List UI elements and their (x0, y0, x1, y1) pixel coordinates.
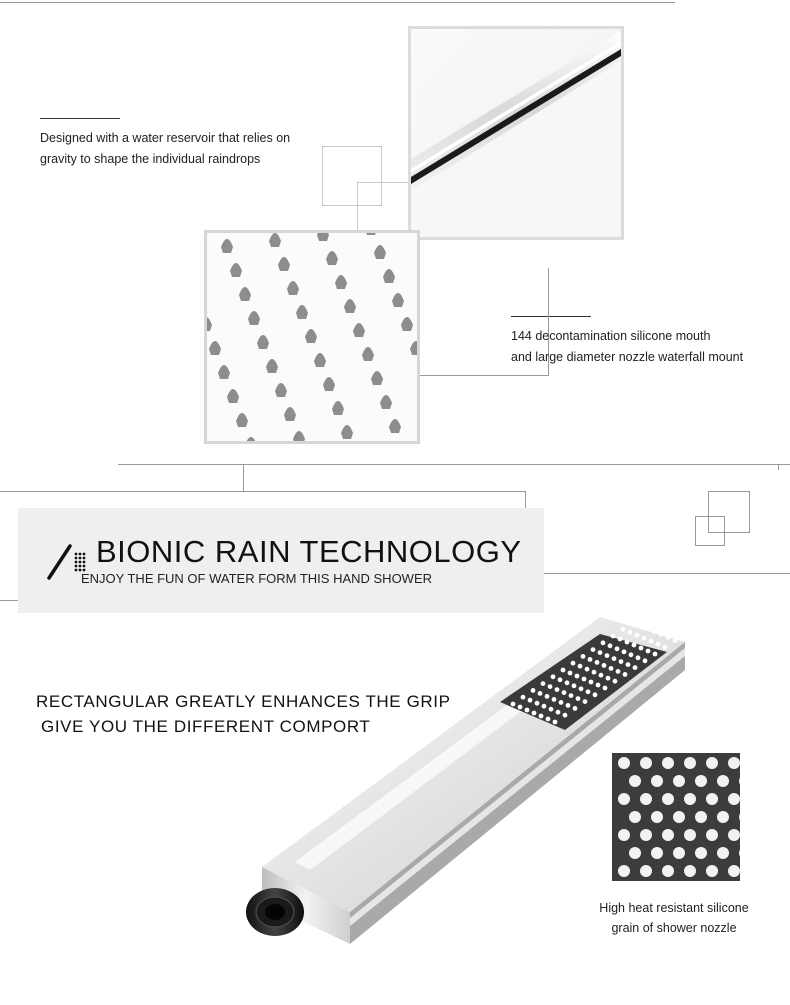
grain-dot (618, 757, 630, 769)
plate-nozzle-dot (569, 693, 574, 698)
plate-nozzle-dot (649, 639, 654, 644)
plate-nozzle-dot (511, 702, 516, 707)
plate-nozzle-dot (538, 691, 543, 696)
plate-nozzle-dot (646, 649, 651, 654)
plate-nozzle-dot (612, 656, 617, 661)
plate-nozzle-dot (532, 711, 537, 716)
grain-dot (640, 793, 652, 805)
plate-nozzle-dot (556, 710, 561, 715)
grip-line2: GIVE YOU THE DIFFERENT COMPORT (41, 717, 371, 736)
grain-dot (684, 793, 696, 805)
plate-nozzle-dot (633, 665, 638, 670)
plate-nozzle-dot (552, 697, 557, 702)
plate-nozzle-dot (553, 720, 558, 725)
banner-title: BIONIC RAIN TECHNOLOGY (96, 534, 522, 569)
grain-dot (717, 775, 729, 787)
plate-nozzle-dot (648, 616, 653, 621)
grain-dot (684, 865, 696, 877)
chrome-edge-photo (408, 26, 624, 240)
plate-nozzle-dot (635, 633, 640, 638)
plate-nozzle-dot (636, 655, 641, 660)
plate-nozzle-dot (632, 643, 637, 648)
grain-dot (728, 865, 740, 877)
banner-top-rule (0, 491, 526, 492)
plate-nozzle-dot (581, 654, 586, 659)
plate-nozzle-dot (601, 640, 606, 645)
mid-rule-tick (778, 464, 779, 470)
plate-nozzle-dot (591, 647, 596, 652)
plate-nozzle-dot (662, 622, 667, 627)
plate-nozzle-dot (542, 704, 547, 709)
grain-dot (695, 847, 707, 859)
plate-nozzle-dot (622, 649, 627, 654)
plate-nozzle-dot (603, 686, 608, 691)
plate-nozzle-dot (579, 686, 584, 691)
plate-nozzle-dot (546, 717, 551, 722)
grain-dot (662, 793, 674, 805)
grain-dot (695, 775, 707, 787)
grain-dot (728, 757, 740, 769)
plate-nozzle-dot (642, 636, 647, 641)
plate-nozzle-dot (521, 695, 526, 700)
plate-nozzle-dot (623, 672, 628, 677)
plate-nozzle-dot (593, 692, 598, 697)
plate-nozzle-dot (641, 613, 646, 618)
silicone-caption-line1: High heat resistant silicone (599, 901, 749, 915)
plate-nozzle-dot (616, 669, 621, 674)
left-rule (0, 600, 20, 601)
plate-nozzle-dot (558, 677, 563, 682)
plate-nozzle-dot (631, 620, 636, 625)
grain-dot (640, 757, 652, 769)
right-rule (544, 573, 790, 574)
grain-dot (640, 865, 652, 877)
plate-nozzle-dot (628, 630, 633, 635)
nozzle-caption-line1: 144 decontamination silicone mouth (511, 329, 711, 343)
plate-nozzle-dot (575, 674, 580, 679)
grain-dot (695, 811, 707, 823)
plate-nozzle-dot (535, 701, 540, 706)
plate-nozzle-dot (541, 681, 546, 686)
plate-nozzle-dot (609, 666, 614, 671)
grain-dot (662, 829, 674, 841)
grain-dot (684, 829, 696, 841)
plate-nozzle-dot (518, 705, 523, 710)
reservoir-caption-line2: gravity to shape the individual raindrops (40, 152, 261, 166)
plate-nozzle-dot (549, 707, 554, 712)
plate-nozzle-dot (606, 676, 611, 681)
silicone-grain-photo (612, 753, 740, 881)
plate-nozzle-dot (621, 627, 626, 632)
grain-dot (728, 793, 740, 805)
nozzle-connector-horizontal (418, 375, 548, 376)
plate-nozzle-dot (663, 645, 668, 650)
grain-dot (662, 865, 674, 877)
grain-dot (629, 847, 641, 859)
grain-dot (651, 775, 663, 787)
grain-dot (629, 775, 641, 787)
reservoir-caption-line1: Designed with a water reservoir that relies on (40, 131, 291, 145)
grain-dot (673, 847, 685, 859)
grain-dot (629, 811, 641, 823)
plate-nozzle-dot (525, 708, 530, 713)
mid-vertical (243, 464, 244, 492)
plate-nozzle-dot (652, 629, 657, 634)
plate-nozzle-dot (676, 628, 681, 633)
plate-nozzle-dot (545, 694, 550, 699)
plate-nozzle-dot (639, 646, 644, 651)
silicone-caption-line2: grain of shower nozzle (611, 921, 737, 935)
grain-dot (717, 847, 729, 859)
grain-dot (651, 811, 663, 823)
plate-nozzle-dot (578, 664, 583, 669)
plate-nozzle-dot (615, 646, 620, 651)
silicone-grain-illustration (612, 753, 740, 881)
plate-nozzle-dot (626, 662, 631, 667)
plate-nozzle-dot (645, 626, 650, 631)
plate-nozzle-dot (669, 625, 674, 630)
grain-dot (640, 829, 652, 841)
plate-nozzle-dot (561, 668, 566, 673)
plate-nozzle-dot (568, 671, 573, 676)
grain-dot (618, 829, 630, 841)
plate-nozzle-dot (585, 667, 590, 672)
plate-nozzle-dot (572, 683, 577, 688)
grain-dot (662, 757, 674, 769)
plate-nozzle-dot (589, 680, 594, 685)
plate-nozzle-dot (576, 696, 581, 701)
plate-nozzle-dot (655, 619, 660, 624)
plate-nozzle-dot (595, 660, 600, 665)
grain-dot (706, 757, 718, 769)
grain-dot (618, 793, 630, 805)
plate-nozzle-dot (599, 673, 604, 678)
grain-dot (706, 865, 718, 877)
grain-dot (618, 865, 630, 877)
top-rule (0, 2, 675, 3)
plate-nozzle-dot (551, 674, 556, 679)
reservoir-caption (40, 128, 320, 170)
plate-nozzle-dot (528, 698, 533, 703)
plate-nozzle-dot (573, 706, 578, 711)
silicone-nozzle-photo (204, 230, 420, 444)
plate-nozzle-dot (592, 670, 597, 675)
plate-nozzle-dot (588, 657, 593, 662)
plate-nozzle-dot (625, 640, 630, 645)
grain-dot (651, 847, 663, 859)
grain-dot (673, 775, 685, 787)
plate-nozzle-dot (583, 699, 588, 704)
nozzle-caption (511, 326, 781, 368)
chrome-edge-illustration (411, 29, 621, 237)
plate-nozzle-dot (565, 680, 570, 685)
plate-nozzle-dot (659, 632, 664, 637)
nozzle-grid-illustration (207, 233, 417, 441)
plate-nozzle-dot (562, 690, 567, 695)
plate-nozzle-dot (563, 713, 568, 718)
silicone-caption (579, 898, 769, 938)
plate-nozzle-dot (596, 683, 601, 688)
plate-nozzle-dot (582, 677, 587, 682)
plate-nozzle-dot (571, 661, 576, 666)
plate-nozzle-dot (555, 687, 560, 692)
deco-square-4 (695, 516, 725, 546)
grain-dot (706, 793, 718, 805)
grain-dot (684, 757, 696, 769)
plate-nozzle-dot (613, 679, 618, 684)
plate-nozzle-dot (666, 635, 671, 640)
plate-nozzle-dot (619, 659, 624, 664)
plate-nozzle-dot (618, 637, 623, 642)
nozzle-caption-rule (511, 316, 591, 317)
plate-nozzle-dot (608, 643, 613, 648)
plate-nozzle-dot (531, 688, 536, 693)
nozzle-caption-line2: and large diameter nozzle waterfall mount (511, 350, 744, 364)
plate-nozzle-dot (539, 714, 544, 719)
plate-nozzle-dot (629, 652, 634, 657)
mid-rule (118, 464, 790, 465)
plate-nozzle-dot (586, 689, 591, 694)
plate-nozzle-dot (643, 658, 648, 663)
plate-nozzle-dot (673, 638, 678, 643)
plate-nozzle-dot (656, 642, 661, 647)
plate-nozzle-dot (559, 700, 564, 705)
banner-subtitle: ENJOY THE FUN OF WATER FORM THIS HAND SHOWER (81, 571, 433, 586)
nozzle-bump (317, 233, 329, 241)
plate-nozzle-dot (638, 623, 643, 628)
plate-nozzle-dot (598, 650, 603, 655)
plate-nozzle-dot (548, 684, 553, 689)
plate-nozzle-dot (602, 663, 607, 668)
grain-dot (706, 829, 718, 841)
grain-dot (673, 811, 685, 823)
plate-nozzle-dot (605, 653, 610, 658)
grain-dot (717, 811, 729, 823)
grip-line1: RECTANGULAR GREATLY ENHANCES THE GRIP (36, 692, 451, 711)
grain-dot (728, 829, 740, 841)
plate-nozzle-dot (653, 652, 658, 657)
reservoir-caption-rule (40, 118, 120, 119)
plate-nozzle-dot (683, 631, 688, 636)
plate-nozzle-dot (611, 634, 616, 639)
plate-nozzle-dot (566, 703, 571, 708)
